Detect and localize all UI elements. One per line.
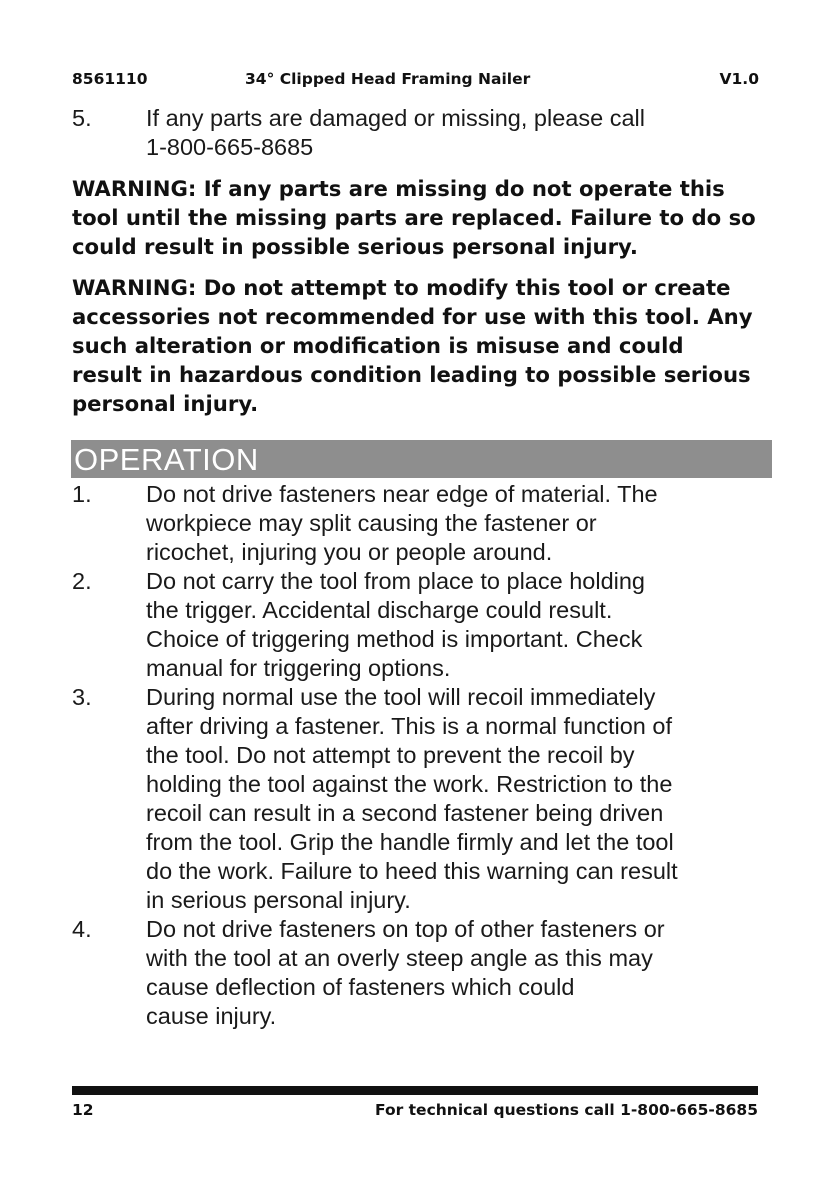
warning-missing-parts <box>72 174 772 261</box>
item-line: 1-800-665-8685 <box>146 134 314 160</box>
item-line: workpiece may split causing the fastener or <box>146 510 597 536</box>
list-item <box>72 683 772 915</box>
item-line: cause injury. <box>146 1003 277 1029</box>
list-item <box>72 104 752 162</box>
item-line: recoil can result in a second fastener being driven <box>146 800 664 826</box>
item-line: cause deflection of fasteners which could <box>146 974 575 1000</box>
item-number: 4. <box>72 916 92 942</box>
footer-divider <box>72 1086 758 1095</box>
section-title: OPERATION <box>74 442 259 477</box>
warning-line: WARNING: If any parts are missing do not operate this <box>72 176 725 201</box>
item-line: Do not drive fasteners near edge of material. The <box>146 481 658 507</box>
item-line: do the work. Failure to heed this warning can result <box>146 858 678 884</box>
item-number: 3. <box>72 684 92 710</box>
list-item <box>72 915 772 1031</box>
item-line: If any parts are damaged or missing, please call <box>146 105 645 131</box>
version-label: V1.0 <box>719 70 759 88</box>
section-header-bar <box>71 440 772 478</box>
item-number: 2. <box>72 568 92 594</box>
item-line: with the tool at an overly steep angle as this may <box>146 945 653 971</box>
warning-line: tool until the missing parts are replaced. Failure to do so <box>72 205 756 230</box>
operation-list <box>72 480 772 1031</box>
warning-line: WARNING: Do not attempt to modify this tool or create <box>72 275 731 300</box>
warning-modification <box>72 273 772 418</box>
item-line: ricochet, injuring you or people around. <box>146 539 553 565</box>
item-line: the trigger. Accidental discharge could result. <box>146 597 613 623</box>
item-line: after driving a fastener. This is a normal function of <box>146 713 672 739</box>
warning-line: accessories not recommended for use with this tool. Any <box>72 304 753 329</box>
warning-line: could result in possible serious personal injury. <box>72 234 638 259</box>
item-line: manual for triggering options. <box>146 655 451 681</box>
intro-list <box>72 104 752 162</box>
item-line: Do not drive fasteners on top of other fasteners or <box>146 916 665 942</box>
document-title: 34° Clipped Head Framing Nailer <box>245 70 531 88</box>
item-line: in serious personal injury. <box>146 887 411 913</box>
part-number: 8561110 <box>72 70 148 88</box>
item-line: Do not carry the tool from place to place holding <box>146 568 645 594</box>
item-line: from the tool. Grip the handle firmly and let the tool <box>146 829 674 855</box>
page-header <box>72 70 759 92</box>
item-line: During normal use the tool will recoil immediately <box>146 684 656 710</box>
list-item <box>72 480 772 567</box>
item-line: the tool. Do not attempt to prevent the recoil by <box>146 742 635 768</box>
warning-line: such alteration or modification is misuse and could <box>72 333 684 358</box>
warning-line: personal injury. <box>72 391 259 416</box>
item-line: Choice of triggering method is important. Check <box>146 626 643 652</box>
item-number: 1. <box>72 481 92 507</box>
technical-support-contact: For technical questions call 1-800-665-8685 <box>375 1101 758 1119</box>
page-number: 12 <box>72 1101 94 1119</box>
item-line: holding the tool against the work. Restriction to the <box>146 771 673 797</box>
item-number: 5. <box>72 105 92 131</box>
list-item <box>72 567 772 683</box>
warning-line: result in hazardous condition leading to possible serious <box>72 362 751 387</box>
